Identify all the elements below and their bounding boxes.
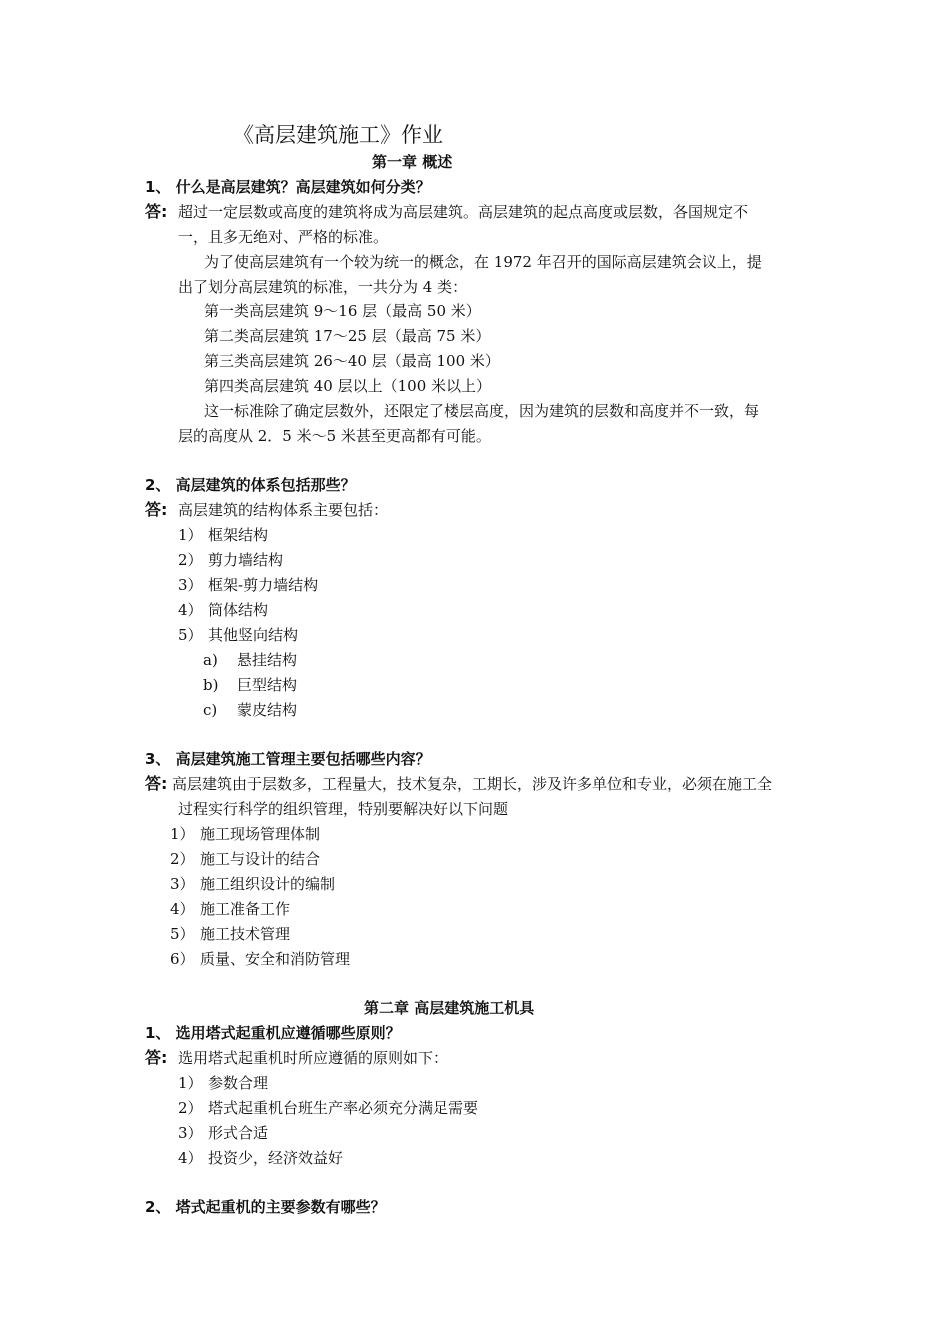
answer-label: 答:: [145, 202, 168, 221]
list-item: 3） 施工组织设计的编制: [170, 875, 336, 893]
class-item: 第二类高层建筑 17～25 层（最高 75 米）: [204, 327, 491, 345]
list-item: 1） 参数合理: [178, 1074, 269, 1092]
answer-label: 答:: [145, 1048, 168, 1067]
answer-text: 高层建筑的结构体系主要包括：: [178, 501, 389, 519]
answer-label: 答:: [145, 774, 168, 793]
answer-text: 出了划分高层建筑的标准，一共分为 4 类：: [178, 278, 468, 296]
list-item: 5） 其他竖向结构: [178, 626, 299, 644]
class-item: 第四类高层建筑 40 层以上（100 米以上）: [204, 377, 492, 395]
list-item: 5） 施工技术管理: [170, 925, 291, 943]
list-item: 3） 框架-剪力墙结构: [178, 576, 319, 594]
sub-list-item: c) 蒙皮结构: [203, 701, 298, 719]
chapter-1-heading: 第一章 概述: [372, 153, 453, 171]
sub-list-item: b) 巨型结构: [203, 676, 298, 694]
list-item: 2） 剪力墙结构: [178, 551, 284, 569]
answer-text: 高层建筑由于层数多，工程量大，技术复杂，工期长，涉及许多单位和专业，必须在施工全: [172, 775, 773, 793]
ch2-question-2: 2、 塔式起重机的主要参数有哪些？: [145, 1198, 386, 1216]
document-title: 《高层建筑施工》作业: [233, 123, 443, 147]
list-item: 4） 筒体结构: [178, 601, 269, 619]
list-item: 4） 施工准备工作: [170, 900, 291, 918]
ch1-question-2: 2、 高层建筑的体系包括那些？: [145, 476, 356, 494]
list-item: 2） 塔式起重机台班生产率必须充分满足需要: [178, 1099, 479, 1117]
class-item: 第三类高层建筑 26～40 层（最高 100 米）: [204, 352, 500, 370]
list-item: 6） 质量、安全和消防管理: [170, 950, 351, 968]
list-item: 2） 施工与设计的结合: [170, 850, 321, 868]
list-item: 1） 施工现场管理体制: [170, 825, 321, 843]
answer-label: 答:: [145, 500, 168, 519]
answer-text: 一，且多无绝对、严格的标准。: [178, 228, 389, 246]
chapter-2-heading: 第二章 高层建筑施工机具: [364, 999, 535, 1017]
answer-text: 层的高度从 2．5 米～5 米甚至更高都有可能。: [178, 427, 491, 445]
answer-text: 过程实行科学的组织管理，特别要解决好以下问题: [178, 800, 509, 818]
answer-text: 为了使高层建筑有一个较为统一的概念，在 1972 年召开的国际高层建筑会议上，提: [204, 253, 762, 271]
ch1-question-1: 1、 什么是高层建筑？高层建筑如何分类？: [145, 178, 431, 196]
class-item: 第一类高层建筑 9～16 层（最高 50 米）: [204, 302, 481, 320]
answer-text: 超过一定层数或高度的建筑将成为高层建筑。高层建筑的起点高度或层数，各国规定不: [178, 203, 749, 221]
list-item: 1） 框架结构: [178, 526, 269, 544]
ch1-question-3: 3、 高层建筑施工管理主要包括哪些内容？: [145, 750, 431, 768]
answer-text: 选用塔式起重机时所应遵循的原则如下：: [178, 1049, 449, 1067]
ch2-question-1: 1、 选用塔式起重机应遵循哪些原则？: [145, 1024, 401, 1042]
answer-text: 这一标准除了确定层数外，还限定了楼层高度，因为建筑的层数和高度并不一致，每: [204, 402, 760, 420]
sub-list-item: a) 悬挂结构: [203, 651, 298, 669]
list-item: 4） 投资少，经济效益好: [178, 1149, 344, 1167]
list-item: 3） 形式合适: [178, 1124, 269, 1142]
